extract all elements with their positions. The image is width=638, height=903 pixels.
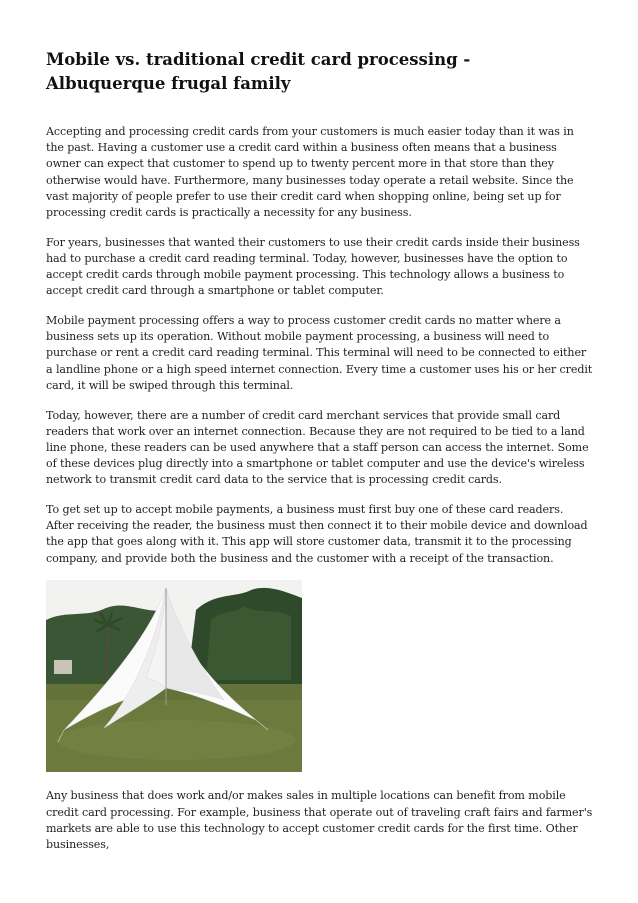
- paragraph-3: Mobile payment processing offers a way to process customer credit cards no matter where a business sets up its operation. Without mobile payment processing, a business will need to purchase or rent a credit card reading terminal. This terminal will need to be connected to either a landline phone or a high speed internet connection. Every time a customer uses his or her credit card, it will be swiped through this terminal.: [46, 314, 593, 392]
- paragraph-1: Accepting and processing credit cards from your customers is much easier today than it was in the past. Having a customer use a credit card within a business often means that a business owner can expect that customer to spend up to twenty percent more in that store than they otherwise would have. Furthermore, many businesses today operate a retail website. Since the vast majority of people prefer to use their credit card when shopping online, being set up for processing credit cards is practically a necessity for any business.: [46, 125, 574, 220]
- tent-photo: [46, 580, 302, 772]
- paragraph-2: For years, businesses that wanted their customers to use their credit cards inside their business had to purchase a credit card reading terminal. Today, however, businesses have the option to accept credit cards through mobile payment processing. This technology allows a business to accept credit card through a smartphone or tablet computer.: [46, 235, 580, 298]
- paragraph-6: Any business that does work and/or makes sales in multiple locations can benefit from mobile credit card processing. For example, business that operate out of traveling craft fairs and farmer's markets are able to use this technology to accept customer credit cards for the first time. Other businesses,: [46, 789, 593, 851]
- document-page: [46, 48, 594, 867]
- paragraph-5: To get set up to accept mobile payments, a business must first buy one of these card readers. After receiving the reader, the business must then connect it to their mobile device and download the app that goes along with it. This app will store customer data, transmit it to the processing company, and provide both the business and the customer with a receipt of the transaction.: [46, 503, 588, 565]
- article-title: Mobile vs. traditional credit card processing - Albuquerque frugal family: [46, 50, 471, 93]
- paragraph-4: Today, however, there are a number of credit card merchant services that provide small card readers that work over an internet connection. Because they are not required to be tied to a land line phone, these readers can be used anywhere that a staff person can access the internet. Some of these devices plug directly into a smartphone or tablet computer and use the device's wireless network to transmit credit card data to the service that is processing credit cards.: [46, 408, 589, 487]
